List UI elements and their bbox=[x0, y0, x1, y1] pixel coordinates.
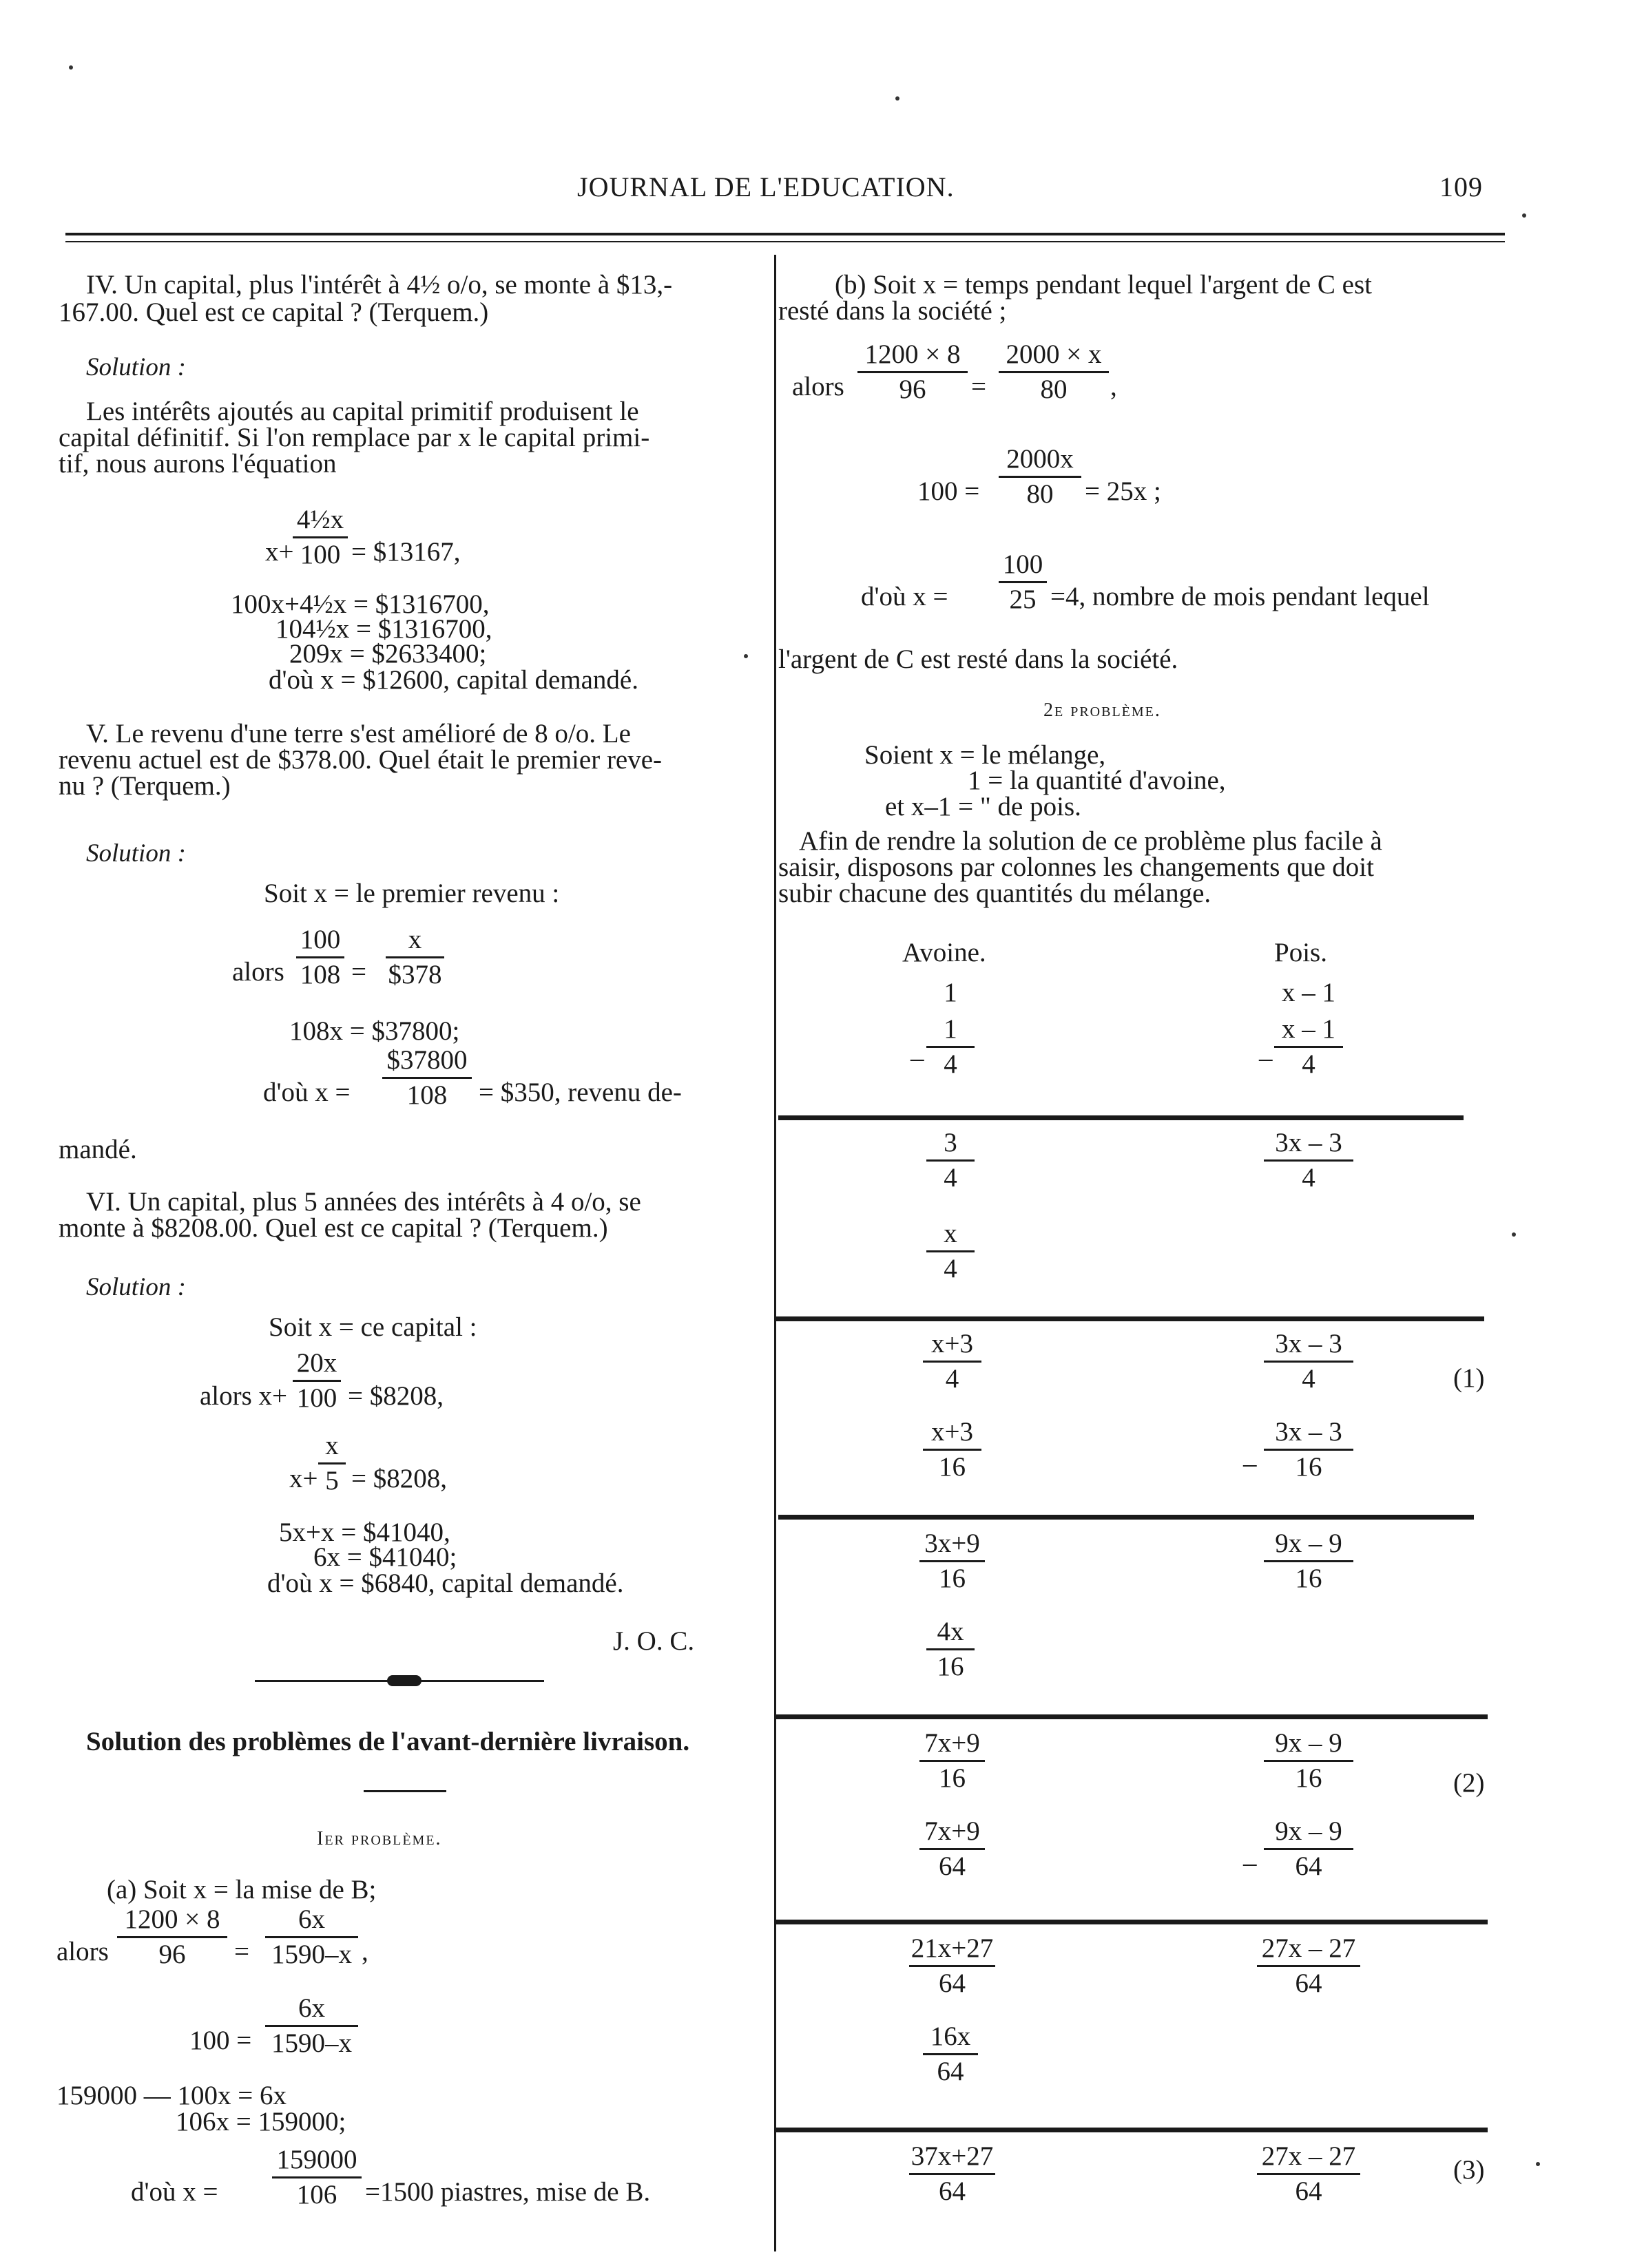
fraction-bar bbox=[1264, 1848, 1353, 1850]
r12a-den: 64 bbox=[937, 2057, 964, 2086]
fraction-bar bbox=[1264, 1159, 1353, 1162]
fraction-bar bbox=[926, 1648, 975, 1650]
p6-f2-den: 5 bbox=[325, 1466, 339, 1495]
r7b-den: 16 bbox=[1295, 1564, 1322, 1593]
p6-signature: J. O. C. bbox=[613, 1626, 695, 1656]
p5-fraction-1 bbox=[296, 926, 344, 989]
r9-pois bbox=[1264, 1730, 1353, 1792]
r7-avoine bbox=[919, 1530, 985, 1593]
p4-eq1-lhs: x+ bbox=[265, 537, 294, 567]
prob2-text-1: Afin de rendre la solution de ce problème plus facile à bbox=[799, 826, 1382, 856]
table-rule-2 bbox=[775, 1316, 1484, 1321]
p6-soit: Soit x = ce capital : bbox=[269, 1312, 477, 1342]
r10a-num: 7x+9 bbox=[924, 1816, 980, 1846]
prob2-soient: Soient x = le mélange, bbox=[864, 740, 1106, 770]
r7a-den: 16 bbox=[939, 1564, 966, 1593]
print-speck bbox=[1522, 213, 1526, 218]
fraction-bar bbox=[318, 1462, 346, 1464]
prob1-f3-den: 1590–x bbox=[271, 2028, 352, 2058]
r2b-num: x – 1 bbox=[1282, 1014, 1335, 1044]
prob1-f3-num: 6x bbox=[298, 1993, 325, 2023]
p6-rhs-2: = $8208, bbox=[351, 1464, 447, 1493]
b-f3-den: 80 bbox=[1026, 479, 1054, 509]
p4-solution-label: Solution : bbox=[86, 353, 186, 381]
fraction-bar bbox=[926, 1159, 975, 1162]
prob1-fraction-3 bbox=[265, 1995, 358, 2057]
header-rule-thin bbox=[65, 241, 1505, 242]
prob1-f1-num: 1200 × 8 bbox=[124, 1904, 220, 1934]
r5a-num: x+3 bbox=[931, 1329, 973, 1358]
print-speck bbox=[69, 65, 73, 70]
prob2-text-2: saisir, disposons par colonnes les changements que doit bbox=[778, 852, 1374, 882]
prob1-fraction-2 bbox=[265, 1906, 358, 1968]
fraction-bar bbox=[909, 1965, 995, 1967]
p6-x2: x+ bbox=[289, 1464, 318, 1493]
table-rule-4 bbox=[775, 1714, 1488, 1719]
print-speck bbox=[1512, 1232, 1516, 1237]
prob1-f2-num: 6x bbox=[298, 1904, 325, 1934]
p4-eq1-den: 100 bbox=[300, 540, 341, 569]
r3a-den: 4 bbox=[944, 1163, 957, 1193]
r1-avoine: 1 bbox=[944, 978, 957, 1007]
prob1-a: (a) Soit x = la mise de B; bbox=[107, 1875, 377, 1904]
r8a-num: 4x bbox=[937, 1617, 964, 1646]
prob1-result: =1500 piastres, mise de B. bbox=[365, 2177, 651, 2207]
r11a-num: 21x+27 bbox=[911, 1933, 994, 1963]
fraction-bar bbox=[1257, 2173, 1360, 2175]
b-comma: , bbox=[1110, 372, 1117, 401]
p5-alors: alors bbox=[232, 957, 284, 987]
r7-pois bbox=[1264, 1530, 1353, 1593]
header-rule bbox=[65, 233, 1505, 235]
b-rhs2: = 25x ; bbox=[1085, 476, 1161, 506]
r9a-num: 7x+9 bbox=[924, 1728, 980, 1758]
r12-avoine bbox=[923, 2023, 978, 2086]
p5-dou: d'où x = bbox=[263, 1078, 351, 1107]
col-header-pois: Pois. bbox=[1274, 938, 1327, 967]
r1-pois: x – 1 bbox=[1282, 978, 1335, 1007]
r3b-den: 4 bbox=[1302, 1163, 1315, 1193]
table-rule-1 bbox=[778, 1115, 1464, 1120]
r5-avoine bbox=[923, 1330, 981, 1393]
p6-f2-num: x bbox=[325, 1431, 339, 1460]
r11a-den: 64 bbox=[939, 1968, 966, 1998]
print-speck bbox=[744, 654, 748, 658]
fraction-bar bbox=[919, 1760, 985, 1762]
fraction-bar bbox=[117, 1936, 227, 1938]
prob2-text-3: subir chacune des quantités du mélange. bbox=[778, 879, 1211, 908]
r2-avoine bbox=[926, 1016, 975, 1078]
p6-fraction-1 bbox=[293, 1350, 341, 1412]
r6b-den: 16 bbox=[1295, 1452, 1322, 1482]
b-f2-den: 80 bbox=[1040, 375, 1068, 404]
prob1-heading: Ier problème. bbox=[317, 1828, 442, 1849]
fraction-bar bbox=[926, 1046, 975, 1048]
fraction-bar bbox=[1274, 1046, 1343, 1048]
fraction-bar bbox=[272, 2176, 362, 2178]
p6-eq3: 5x+x = $41040, bbox=[279, 1518, 450, 1547]
p4-statement-1: IV. Un capital, plus l'intérêt à 4½ o/o, se monte à $13,- bbox=[86, 270, 673, 300]
p4-eq2: 100x+4½x = $1316700, bbox=[231, 589, 490, 619]
fraction-bar bbox=[296, 956, 344, 958]
p5-result: = $350, revenu de- bbox=[479, 1078, 682, 1107]
p6-rhs-1: = $8208, bbox=[348, 1381, 444, 1411]
r3-avoine bbox=[926, 1129, 975, 1192]
prob1-lhs2: 100 = bbox=[189, 2026, 252, 2055]
p4-eq1-num: 4½x bbox=[296, 505, 344, 534]
prob1-eq4: 106x = 159000; bbox=[176, 2107, 346, 2136]
p4-eq1-rhs: = $13167, bbox=[351, 537, 461, 567]
p4-eq4: 209x = $2633400; bbox=[289, 639, 487, 669]
b-equals: = bbox=[971, 372, 986, 401]
b-f1-den: 96 bbox=[899, 375, 926, 404]
p4-text-2: capital définitif. Si l'on remplace par x le capital primi- bbox=[59, 423, 650, 452]
r11-avoine bbox=[909, 1935, 995, 1997]
page-number: 109 bbox=[1439, 171, 1483, 202]
p5-f1-den: 108 bbox=[300, 960, 341, 989]
p4-statement-2: 167.00. Quel est ce capital ? (Terquem.) bbox=[59, 297, 489, 327]
fraction-bar bbox=[265, 2025, 358, 2027]
p6-statement-1: VI. Un capital, plus 5 années des intérêts à 4 o/o, se bbox=[86, 1187, 641, 1217]
column-divider bbox=[774, 255, 776, 2251]
r10a-den: 64 bbox=[939, 1851, 966, 1881]
r4a-den: 4 bbox=[944, 1254, 957, 1283]
r13a-den: 64 bbox=[939, 2176, 966, 2206]
section-rule bbox=[364, 1790, 446, 1792]
solutions-title: Solution des problèmes de l'avant-dernière livraison. bbox=[86, 1727, 690, 1756]
fraction-bar bbox=[919, 1848, 985, 1850]
b-result: =4, nombre de mois pendant lequel bbox=[1050, 582, 1430, 611]
prob1-comma: , bbox=[362, 1937, 368, 1966]
fraction-bar bbox=[1257, 1965, 1360, 1967]
fraction-bar bbox=[923, 1361, 981, 1363]
r5b-num: 3x – 3 bbox=[1275, 1329, 1342, 1358]
prob2-line-3: et x–1 = " de pois. bbox=[885, 792, 1081, 821]
r3-pois bbox=[1264, 1129, 1353, 1192]
r2-pois bbox=[1274, 1016, 1343, 1078]
r13-pois bbox=[1257, 2143, 1360, 2205]
r3a-num: 3 bbox=[944, 1128, 957, 1157]
marker-2: (2) bbox=[1453, 1768, 1485, 1798]
p6-solution-label: Solution : bbox=[86, 1273, 186, 1301]
p4-eq3: 104½x = $1316700, bbox=[275, 614, 492, 644]
prob1-f4-num: 159000 bbox=[276, 2145, 357, 2174]
table-rule-5 bbox=[775, 1920, 1488, 1924]
p5-f3-den: 108 bbox=[406, 1080, 448, 1110]
fraction-bar bbox=[293, 536, 348, 538]
r2-minus-a: – bbox=[911, 1043, 924, 1073]
p5-f2-den: $378 bbox=[388, 960, 442, 989]
marker-1: (1) bbox=[1453, 1363, 1485, 1393]
p5-fraction-3 bbox=[382, 1047, 472, 1109]
p4-text-3: tif, nous aurons l'équation bbox=[59, 449, 337, 479]
p4-text-1: Les intérêts ajoutés au capital primitif produisent le bbox=[86, 397, 639, 426]
fraction-bar bbox=[919, 1560, 985, 1562]
fraction-bar bbox=[923, 2053, 978, 2055]
r5b-den: 4 bbox=[1302, 1364, 1315, 1394]
b-fraction-3 bbox=[999, 445, 1081, 508]
p6-eq4: 6x = $41040; bbox=[313, 1542, 457, 1572]
prob1-f1-den: 96 bbox=[158, 1940, 186, 1969]
r9-avoine bbox=[919, 1730, 985, 1792]
r10-minus-b: – bbox=[1243, 1848, 1257, 1878]
journal-title: JOURNAL DE L'EDUCATION. bbox=[577, 171, 955, 202]
r8-avoine bbox=[926, 1618, 975, 1681]
print-speck bbox=[895, 96, 899, 101]
prob1-alors: alors bbox=[56, 1937, 109, 1966]
p6-f1-num: 20x bbox=[296, 1348, 337, 1378]
r11b-den: 64 bbox=[1295, 1968, 1322, 1998]
p5-f1-num: 100 bbox=[300, 925, 341, 954]
b-result-2: l'argent de C est resté dans la société. bbox=[778, 644, 1178, 674]
fraction-bar bbox=[999, 476, 1081, 478]
fraction-bar bbox=[1264, 1760, 1353, 1762]
p5-solution-label: Solution : bbox=[86, 839, 186, 868]
b-f3-num: 2000x bbox=[1006, 444, 1074, 474]
r5-pois bbox=[1264, 1330, 1353, 1393]
r6b-num: 3x – 3 bbox=[1275, 1417, 1342, 1447]
r6-minus-b: – bbox=[1243, 1449, 1257, 1478]
p5-statement-2: revenu actuel est de $378.00. Quel était le premier reve- bbox=[59, 745, 663, 775]
ornament-center bbox=[387, 1675, 422, 1686]
p6-alors: alors x+ bbox=[200, 1381, 288, 1411]
prob1-fraction-4 bbox=[272, 2146, 362, 2209]
b-alors: alors bbox=[792, 372, 844, 401]
r9a-den: 16 bbox=[939, 1763, 966, 1793]
prob1-equals: = bbox=[234, 1937, 249, 1966]
fraction-bar bbox=[293, 1380, 341, 1382]
b-fraction-4 bbox=[999, 551, 1047, 613]
b-f4-den: 25 bbox=[1009, 585, 1037, 614]
r2-minus-b: – bbox=[1259, 1043, 1273, 1073]
prob1-f2-den: 1590–x bbox=[271, 1940, 352, 1969]
r2a-den: 4 bbox=[944, 1049, 957, 1079]
prob1-fraction-1 bbox=[117, 1906, 227, 1968]
p6-fraction-2 bbox=[318, 1432, 346, 1495]
fraction-bar bbox=[382, 1077, 472, 1079]
table-rule-3 bbox=[778, 1515, 1474, 1520]
prob2-line-2: 1 = la quantité d'avoine, bbox=[968, 766, 1226, 795]
b-lhs2: 100 = bbox=[917, 476, 980, 506]
r6a-den: 16 bbox=[939, 1452, 966, 1482]
r10-avoine bbox=[919, 1818, 985, 1880]
prob1-f4-den: 106 bbox=[296, 2180, 337, 2209]
r6a-num: x+3 bbox=[931, 1417, 973, 1447]
r2b-den: 4 bbox=[1302, 1049, 1315, 1079]
p5-soit: Soit x = le premier revenu : bbox=[264, 879, 560, 908]
r6-avoine bbox=[923, 1418, 981, 1481]
marker-3: (3) bbox=[1453, 2155, 1485, 2185]
p4-eq5: d'où x = $12600, capital demandé. bbox=[269, 665, 638, 695]
r3b-num: 3x – 3 bbox=[1275, 1128, 1342, 1157]
r4a-num: x bbox=[944, 1219, 957, 1248]
fraction-bar bbox=[1264, 1361, 1353, 1363]
r4-avoine bbox=[926, 1220, 975, 1283]
print-speck bbox=[1536, 2162, 1540, 2166]
r7b-num: 9x – 9 bbox=[1275, 1529, 1342, 1558]
fraction-bar bbox=[926, 1250, 975, 1252]
fraction-bar bbox=[857, 371, 968, 373]
b-statement-1: (b) Soit x = temps pendant lequel l'argent de C est bbox=[835, 270, 1372, 300]
p5-f2-num: x bbox=[408, 925, 422, 954]
p6-f1-den: 100 bbox=[296, 1383, 337, 1413]
r8a-den: 16 bbox=[937, 1652, 964, 1681]
r9b-den: 16 bbox=[1295, 1763, 1322, 1793]
b-f1-num: 1200 × 8 bbox=[864, 339, 961, 369]
r10b-num: 9x – 9 bbox=[1275, 1816, 1342, 1846]
r11b-num: 27x – 27 bbox=[1261, 1933, 1356, 1963]
p5-fraction-2 bbox=[386, 926, 444, 989]
r13b-den: 64 bbox=[1295, 2176, 1322, 2206]
r11-pois bbox=[1257, 1935, 1360, 1997]
r5a-den: 4 bbox=[945, 1364, 959, 1394]
prob1-eq3: 159000 — 100x = 6x bbox=[56, 2081, 287, 2110]
p5-result-2: mandé. bbox=[59, 1135, 137, 1164]
fraction-bar bbox=[923, 1449, 981, 1451]
b-fraction-2 bbox=[999, 341, 1109, 403]
fraction-bar bbox=[1264, 1560, 1353, 1562]
r12a-num: 16x bbox=[930, 2022, 971, 2051]
table-rule-6 bbox=[775, 2128, 1488, 2132]
p5-statement-3: nu ? (Terquem.) bbox=[59, 771, 231, 801]
r10-pois bbox=[1264, 1818, 1353, 1880]
p5-eq2: 108x = $37800; bbox=[289, 1016, 460, 1046]
p5-statement-1: V. Le revenu d'une terre s'est amélioré de 8 o/o. Le bbox=[86, 719, 631, 748]
b-statement-2: resté dans la société ; bbox=[778, 296, 1007, 326]
r13a-num: 37x+27 bbox=[911, 2141, 994, 2171]
p6-eq5: d'où x = $6840, capital demandé. bbox=[267, 1568, 624, 1598]
b-f4-num: 100 bbox=[1002, 549, 1043, 579]
r10b-den: 64 bbox=[1295, 1851, 1322, 1881]
b-fraction-1 bbox=[857, 341, 968, 403]
p5-equals: = bbox=[351, 957, 366, 987]
r13b-num: 27x – 27 bbox=[1261, 2141, 1356, 2171]
col-header-avoine: Avoine. bbox=[902, 938, 986, 967]
p6-statement-2: monte à $8208.00. Quel est ce capital ? (Terquem.) bbox=[59, 1213, 608, 1243]
r6-pois bbox=[1264, 1418, 1353, 1481]
fraction-bar bbox=[265, 1936, 358, 1938]
prob1-dou: d'où x = bbox=[131, 2177, 218, 2207]
p5-f3-num: $37800 bbox=[386, 1045, 468, 1075]
fraction-bar bbox=[1264, 1449, 1353, 1451]
fraction-bar bbox=[909, 2173, 995, 2175]
b-dou: d'où x = bbox=[861, 582, 948, 611]
fraction-bar bbox=[386, 956, 444, 958]
prob2-heading: 2e problème. bbox=[1043, 700, 1161, 721]
r7a-num: 3x+9 bbox=[924, 1529, 980, 1558]
p4-eq1-fraction bbox=[293, 506, 348, 569]
fraction-bar bbox=[999, 371, 1109, 373]
r2a-num: 1 bbox=[944, 1014, 957, 1044]
b-f2-num: 2000 × x bbox=[1006, 339, 1102, 369]
fraction-bar bbox=[999, 581, 1047, 583]
r9b-num: 9x – 9 bbox=[1275, 1728, 1342, 1758]
r13-avoine bbox=[909, 2143, 995, 2205]
